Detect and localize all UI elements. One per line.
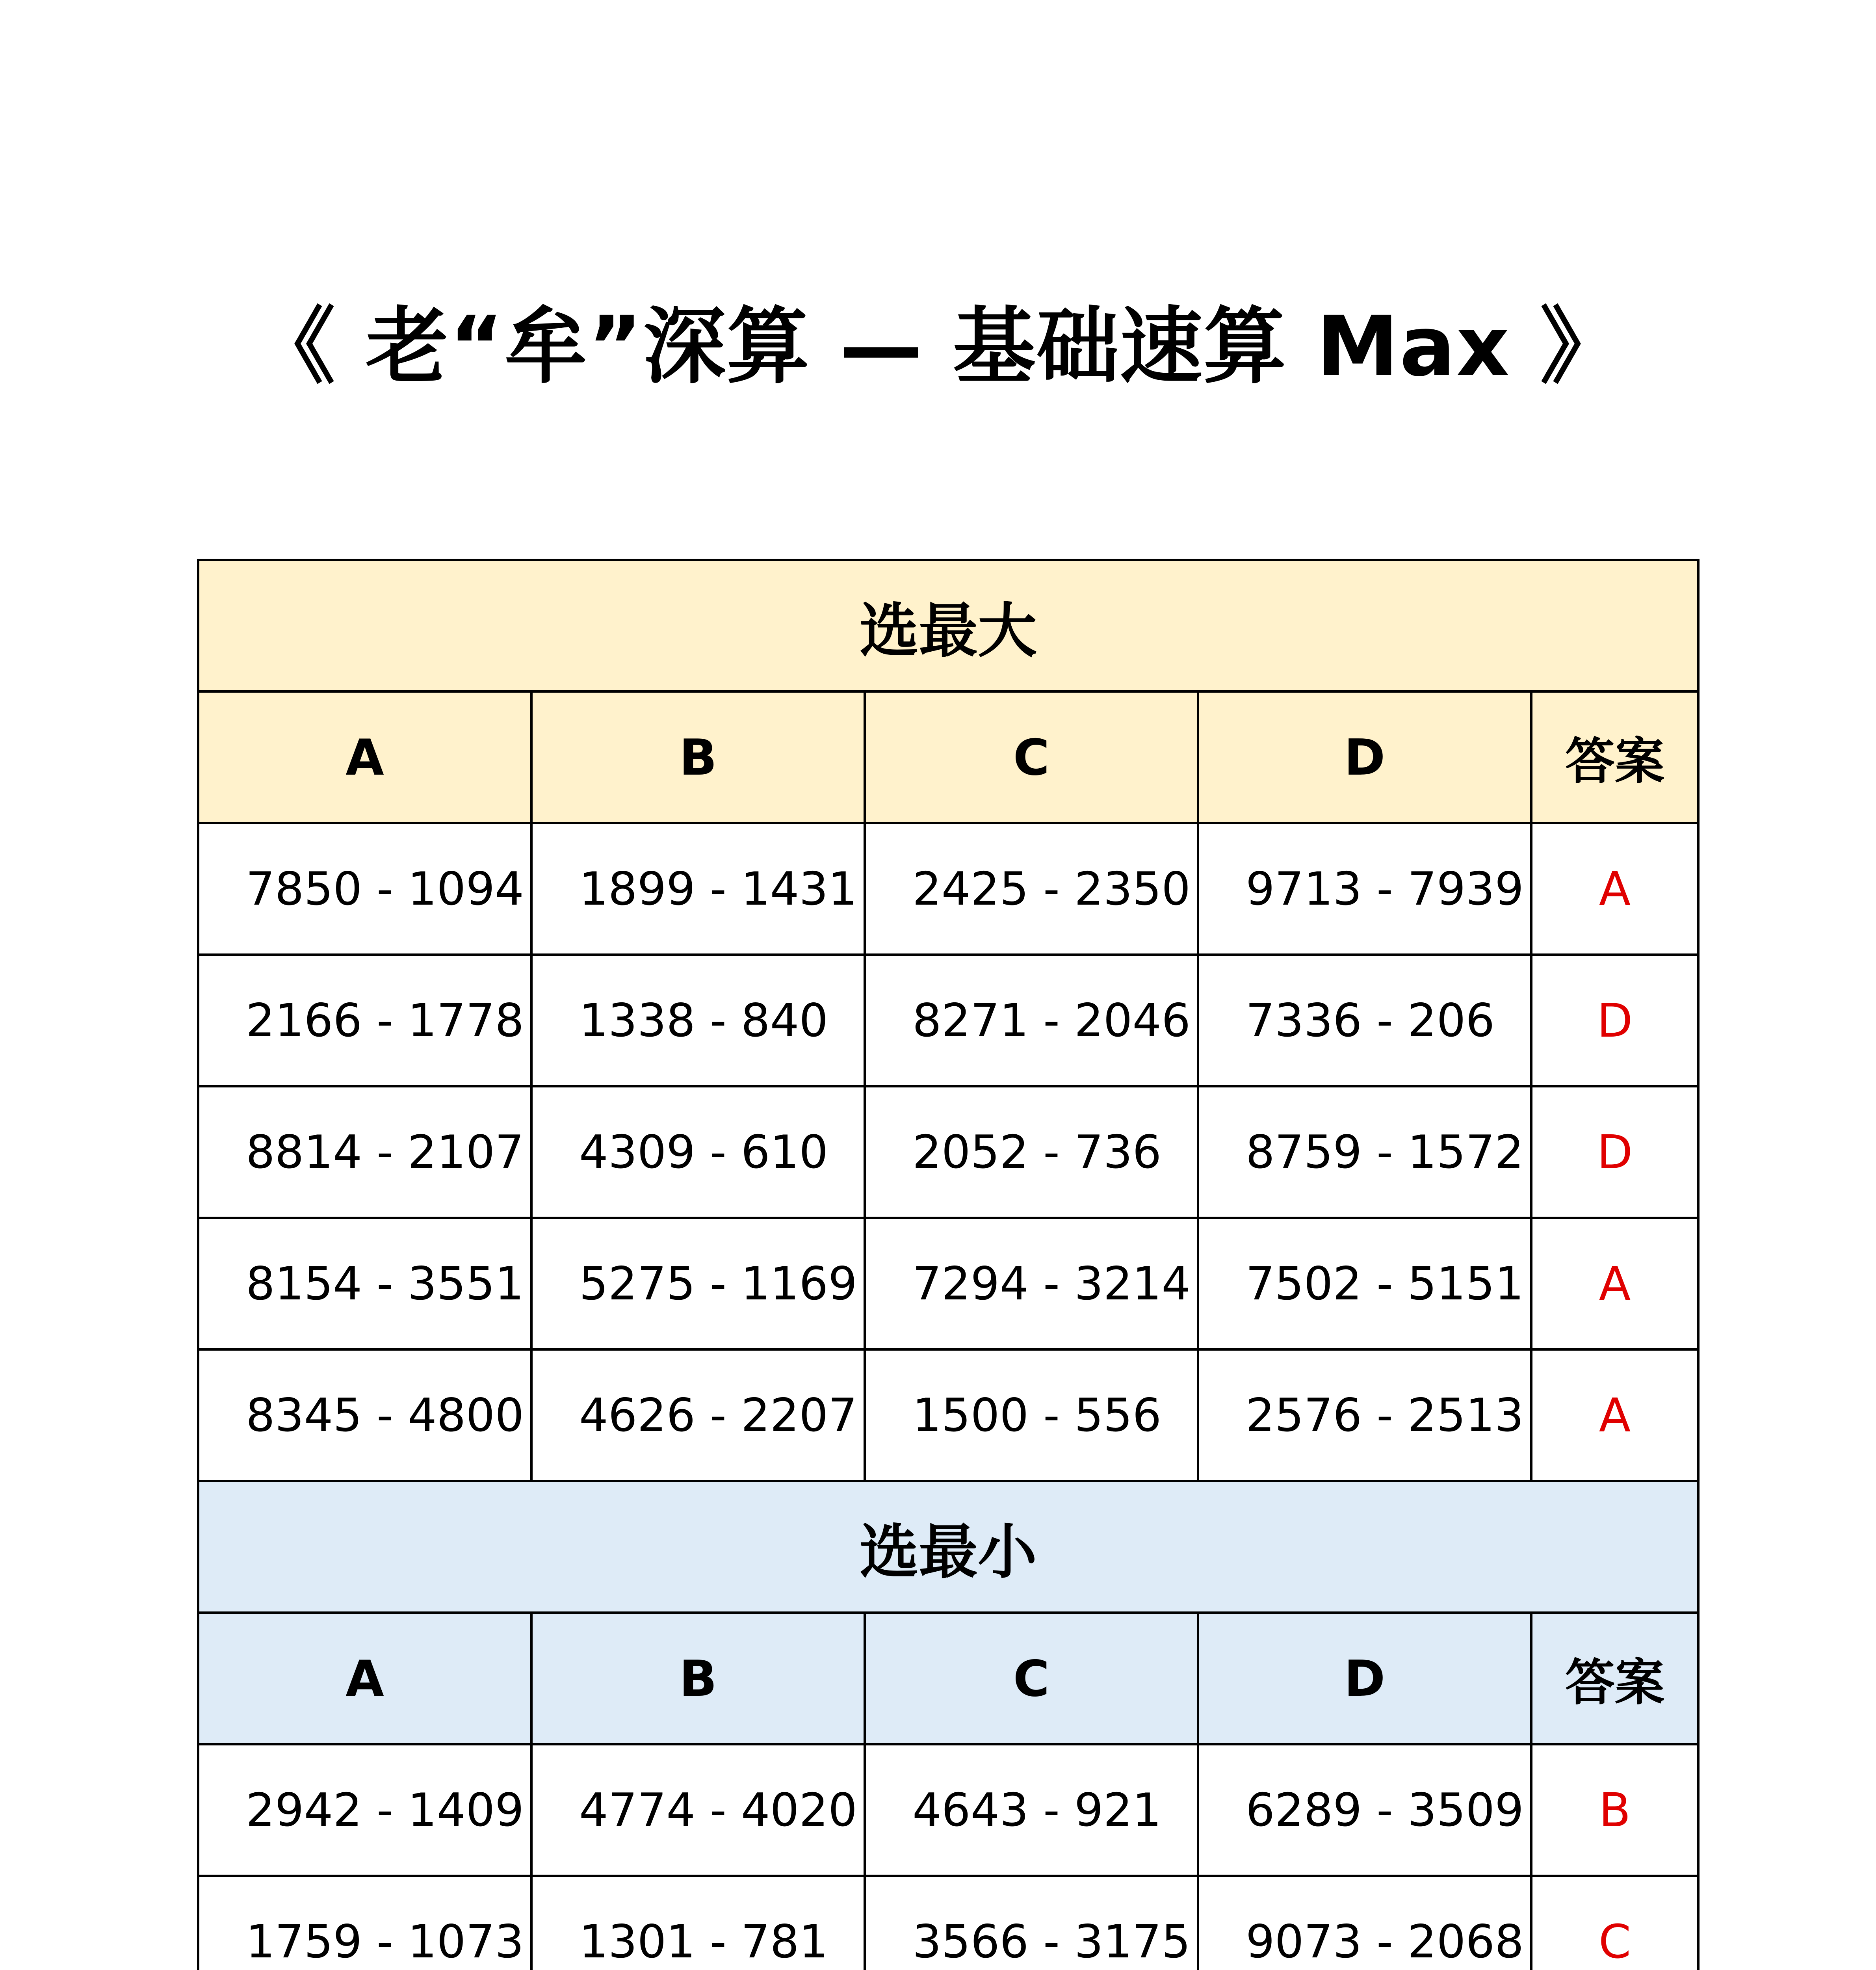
option-a-cell: 2942 - 1409 — [198, 1744, 531, 1876]
option-b-cell: 4774 - 4020 — [531, 1744, 865, 1876]
option-d-cell: 2576 - 2513 — [1198, 1349, 1531, 1481]
column-header-b: B — [531, 1613, 865, 1744]
table-row — [198, 1086, 1698, 1218]
column-header-answer: 答案 — [1531, 691, 1698, 823]
column-header-b: B — [531, 691, 865, 823]
column-header-d: D — [1198, 691, 1531, 823]
option-c-cell: 8271 - 2046 — [865, 955, 1198, 1086]
option-b-cell: 4309 - 610 — [531, 1086, 865, 1218]
option-a-cell: 8154 - 3551 — [198, 1218, 531, 1349]
min-section-header-row — [198, 1481, 1698, 1613]
table-row — [198, 1876, 1698, 1970]
option-a-cell: 2166 - 1778 — [198, 955, 531, 1086]
option-d-cell: 6289 - 3509 — [1198, 1744, 1531, 1876]
table-row — [198, 1349, 1698, 1481]
table-row — [198, 1218, 1698, 1349]
option-b-cell: 1899 - 1431 — [531, 823, 865, 955]
table-row — [198, 1744, 1698, 1876]
answer-cell: A — [1531, 823, 1698, 955]
option-b-cell: 4626 - 2207 — [531, 1349, 865, 1481]
answer-cell: A — [1531, 1218, 1698, 1349]
option-d-cell: 7502 - 5151 — [1198, 1218, 1531, 1349]
max-section-heading: 选最大 — [198, 560, 1698, 691]
min-column-header-row — [198, 1613, 1698, 1744]
option-d-cell: 9713 - 7939 — [1198, 823, 1531, 955]
column-header-c: C — [865, 1613, 1198, 1744]
max-column-header-row — [198, 691, 1698, 823]
option-b-cell: 5275 - 1169 — [531, 1218, 865, 1349]
option-d-cell: 7336 - 206 — [1198, 955, 1531, 1086]
answer-cell: D — [1531, 955, 1698, 1086]
option-c-cell: 2425 - 2350 — [865, 823, 1198, 955]
table-row — [198, 955, 1698, 1086]
option-a-cell: 1759 - 1073 — [198, 1876, 531, 1970]
page-title: 《 老“牟”深算 — 基础速算 Max 》 — [253, 298, 1623, 395]
worksheet-table — [197, 559, 1700, 1970]
min-section-heading: 选最小 — [198, 1481, 1698, 1613]
option-c-cell: 2052 - 736 — [865, 1086, 1198, 1218]
option-d-cell: 9073 - 2068 — [1198, 1876, 1531, 1970]
answer-cell: C — [1531, 1876, 1698, 1970]
column-header-a: A — [198, 691, 531, 823]
answer-cell: A — [1531, 1349, 1698, 1481]
column-header-d: D — [1198, 1613, 1531, 1744]
table-row — [198, 823, 1698, 955]
column-header-a: A — [198, 1613, 531, 1744]
answer-cell: D — [1531, 1086, 1698, 1218]
option-d-cell: 8759 - 1572 — [1198, 1086, 1531, 1218]
answer-cell: B — [1531, 1744, 1698, 1876]
option-c-cell: 3566 - 3175 — [865, 1876, 1198, 1970]
option-b-cell: 1338 - 840 — [531, 955, 865, 1086]
option-b-cell: 1301 - 781 — [531, 1876, 865, 1970]
option-c-cell: 1500 - 556 — [865, 1349, 1198, 1481]
column-header-answer: 答案 — [1531, 1613, 1698, 1744]
option-c-cell: 4643 - 921 — [865, 1744, 1198, 1876]
option-c-cell: 7294 - 3214 — [865, 1218, 1198, 1349]
column-header-c: C — [865, 691, 1198, 823]
option-a-cell: 7850 - 1094 — [198, 823, 531, 955]
option-a-cell: 8814 - 2107 — [198, 1086, 531, 1218]
max-section-header-row — [198, 560, 1698, 691]
option-a-cell: 8345 - 4800 — [198, 1349, 531, 1481]
